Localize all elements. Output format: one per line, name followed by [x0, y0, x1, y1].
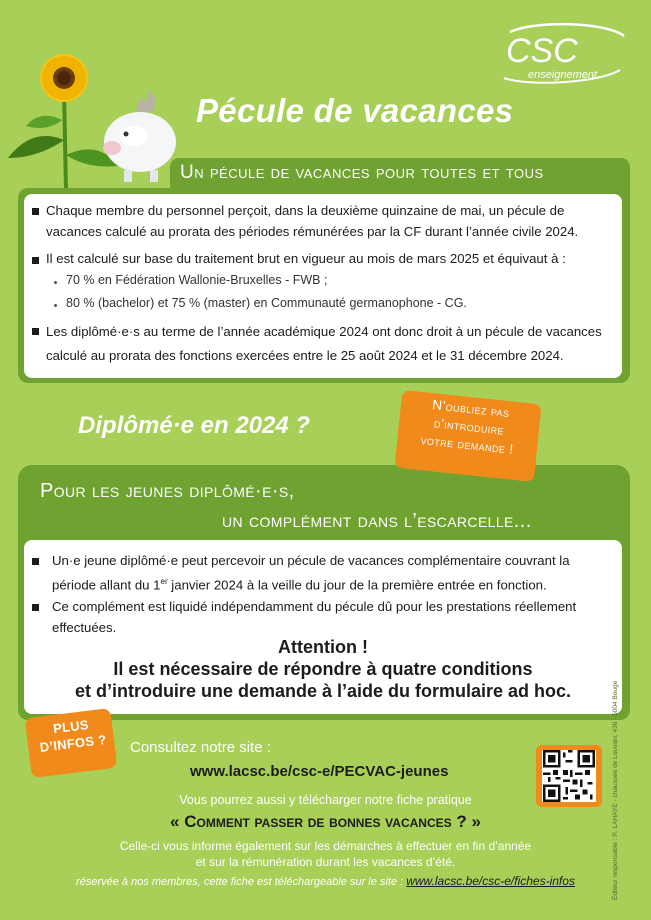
section2-paragraph-1: Un·e jeune diplômé·e peut percevoir un pécule de vacances complémentaire couvrant la période allant du 1er janvier 2024 à la veille du jour de la première entrée en fonction.	[52, 553, 570, 593]
qr-code-icon[interactable]	[542, 750, 596, 802]
reminder-badge-text: N’oubliez pas d’introduire votre demande !	[420, 397, 515, 457]
bullet-dot-icon	[54, 304, 57, 307]
section1-content	[24, 194, 622, 378]
section1-paragraph-3: Les diplômé·e·s au terme de l’année académique 2024 ont donc droit à un pécule de vacances calculé au prorata des fonctions exercées entre le 25 août 2024 et le 31 décembre 2024.	[46, 324, 602, 363]
rate-fwb: 70 % en Fédération Wallonie-Bruxelles - FWB ;	[66, 273, 328, 287]
logo-letters: CSC	[506, 32, 578, 70]
section2-heading-line2: un complément dans l’escarcelle...	[222, 510, 532, 532]
fiches-infos-link[interactable]: www.lacsc.be/csc-e/fiches-infos	[406, 874, 575, 888]
bullet-square-icon	[32, 558, 39, 565]
attention-label: Attention !	[278, 637, 368, 657]
bullet-square-icon	[32, 208, 39, 215]
attention-line-1: Il est nécessaire de répondre à quatre conditions	[113, 659, 533, 679]
section1-heading: Un pécule de vacances pour toutes et tous	[180, 162, 544, 183]
logo-sub: enseignement	[528, 69, 598, 81]
bullet-square-icon	[32, 328, 39, 335]
bullet-square-icon	[32, 604, 39, 611]
section1-paragraph-1: Chaque membre du personnel perçoit, dans la deuxième quinzaine de mai, un pécule de vacances calculé au prorata des périodes rémunérées par la CF durant l’année civile 2024.	[46, 203, 579, 239]
fiche-title: « Comment passer de bonnes vacances ? »	[170, 812, 481, 831]
page-title: Pécule de vacances	[196, 92, 514, 129]
editor-credit: Éditeur responsable : R. LAHAYE - chaussée de Louvain, 436 - 5004 Bouge	[612, 680, 619, 900]
site-link[interactable]: www.lacsc.be/csc-e/PECVAC-jeunes	[190, 763, 449, 780]
bullet-dot-icon	[54, 281, 57, 284]
inform-text: Celle-ci vous informe également sur les démarches à effectuer en fin d’année et sur la rémunération durant les vacances d’été.	[119, 839, 532, 869]
bullet-square-icon	[32, 257, 39, 264]
more-info-badge-text: PLUS D’INFOS ?	[38, 716, 108, 755]
section1-paragraph-2: Il est calculé sur base du traitement brut en vigueur au mois de mars 2025 et équivaut à :	[46, 251, 566, 266]
section2-heading-line1: Pour les jeunes diplômé·e·s,	[40, 480, 295, 502]
reserved-note: réservée à nos membres, cette fiche est téléchargeable sur le site : www.lacsc.be/csc-e/fiches-infos	[76, 874, 575, 888]
attention-notice	[24, 636, 622, 702]
rate-cg: 80 % (bachelor) et 75 % (master) en Communauté germanophone - CG.	[66, 296, 467, 310]
attention-line-2: et d’introduire une demande à l’aide du formulaire ad hoc.	[74, 681, 572, 701]
diplome-heading: Diplômé·e en 2024 ?	[78, 412, 311, 439]
sunflower-piggy-illustration	[0, 40, 185, 190]
download-text: Vous pourrez aussi y télécharger notre fiche pratique	[179, 793, 472, 807]
section2-paragraph-2: Ce complément est liquidé indépendamment du pécule dû pour les prestations réellement effectuées.	[52, 599, 577, 635]
consult-label: Consultez notre site :	[130, 739, 271, 756]
csc-logo	[496, 22, 630, 86]
